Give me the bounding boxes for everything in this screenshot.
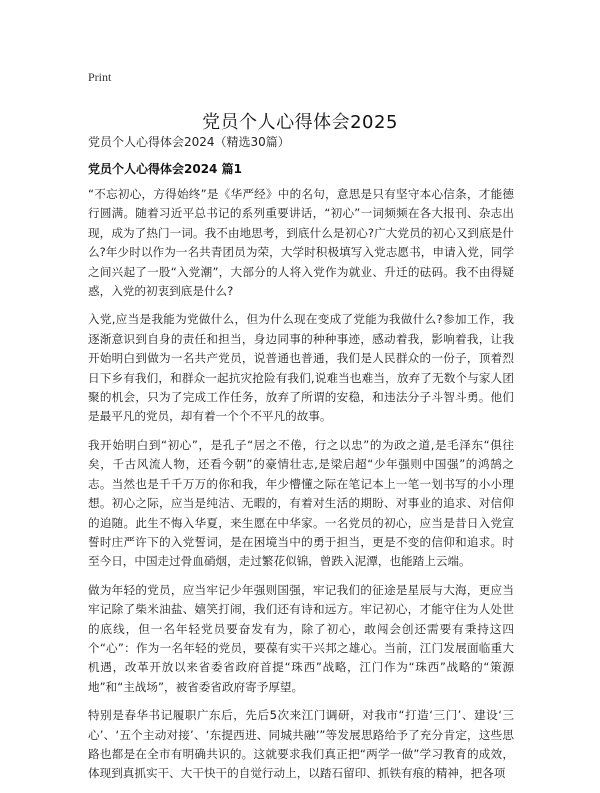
paragraph: “不忘初心，方得始终”是《华严经》中的名句，意思是只有坚守本心信条，才能德行圆满。随着习近平总书记的系列重要讲话，“初心”一词频频在各大报刊、杂志出现，成为了热门一词。我不由地思考，到底什么是初心?广大党员的初心又到底是什么?年少时以作为一名共青团员为荣，大学时积极填写入党志愿书，申请入党，同学之间兴起了一股“入党潮”，大部分的人将入党作为就业、升迁的砝码。我不由得疑惑，入党的初衷到底是什么?	[88, 187, 514, 299]
paragraph: 特别是春华书记履职广东后，先后5次来江门调研，对我市“打造‘三门’、建设‘三心’、‘五个主动对接’、‘东提西进、同城共融’”等发展思路给予了充分肯定，这些思路也都是在全市有明确共识的。这就要求我们真正把“两学一做”学习教育的成效，体现到真抓实干、大干快干的自觉行动上，以踏石留印、抓铁有痕的精神，把各项	[88, 708, 514, 781]
article-body	[88, 185, 514, 793]
paragraph: 做为年轻的党员，应当牢记少年强则国强，牢记我们的征途是星辰与大海，更应当牢记除了柴米油盐、嬉笑打闹，我们还有诗和远方。牢记初心，才能守住为人处世的底线，但一名年轻党员要奋发有为，除了初心，敢闯会创还需要有秉持这四个“心”：作为一名年轻的党员，要葆有实干兴邦之雄心。当前，江门发展面临重大机遇，改革开放以来省委省政府首提“珠西”战略，江门作为“珠西”战略的“策源地”和“主战场”，被省委省政府寄予厚望。	[88, 582, 514, 694]
paragraph: 入党,应当是我能为党做什么，但为什么现在变成了党能为我做什么?参加工作，我逐渐意识到自身的责任和担当，身边同事的种种事迹，感动着我，影响着我，让我开始明白到做为一名共产党员，说普通也普通，我们是人民群众的一份子，顶着烈日下乡有我们，和群众一起抗灾抢险有我们,说难当也难当，放弃了无数个与家人团聚的机会，只为了完成工作任务，放弃了所谓的安稳，和违法分子斗智斗勇。他们是最平凡的党员，却有着一个个不平凡的故事。	[88, 312, 514, 424]
print-link[interactable]: Print	[88, 70, 112, 84]
paragraph: 我开始明白到“初心”，是孔子“居之不倦，行之以忠”的为政之道,是毛泽东“俱往矣，千古风流人物，还看今朝”的豪情壮志,是梁启超“少年强则中国强”的鸿鹄之志。当然也是千千万万的你和我，年少懵懂之际在笔记本上一笔一划书写的小小理想。初心之际，应当是纯洁、无暇的，有着对生活的期盼、对事业的追求、对信仰的追随。此生不悔入华夏，来生愿在中华家。一名党员的初心，应当是昔日入党宣誓时庄严许下的入党誓词，是在困境当中的勇于担当，更是不变的信仰和追求。时至今日，中国走过骨血硝烟，走过繁花似锦，曾跌入泥潭，也能踏上云端。	[88, 437, 514, 569]
document-subtitle: 党员个人心得体会2024（精选30篇）	[88, 135, 290, 149]
section-heading: 党员个人心得体会2024 篇1	[88, 162, 242, 176]
page-title: 党员个人心得体会2025	[202, 112, 398, 134]
